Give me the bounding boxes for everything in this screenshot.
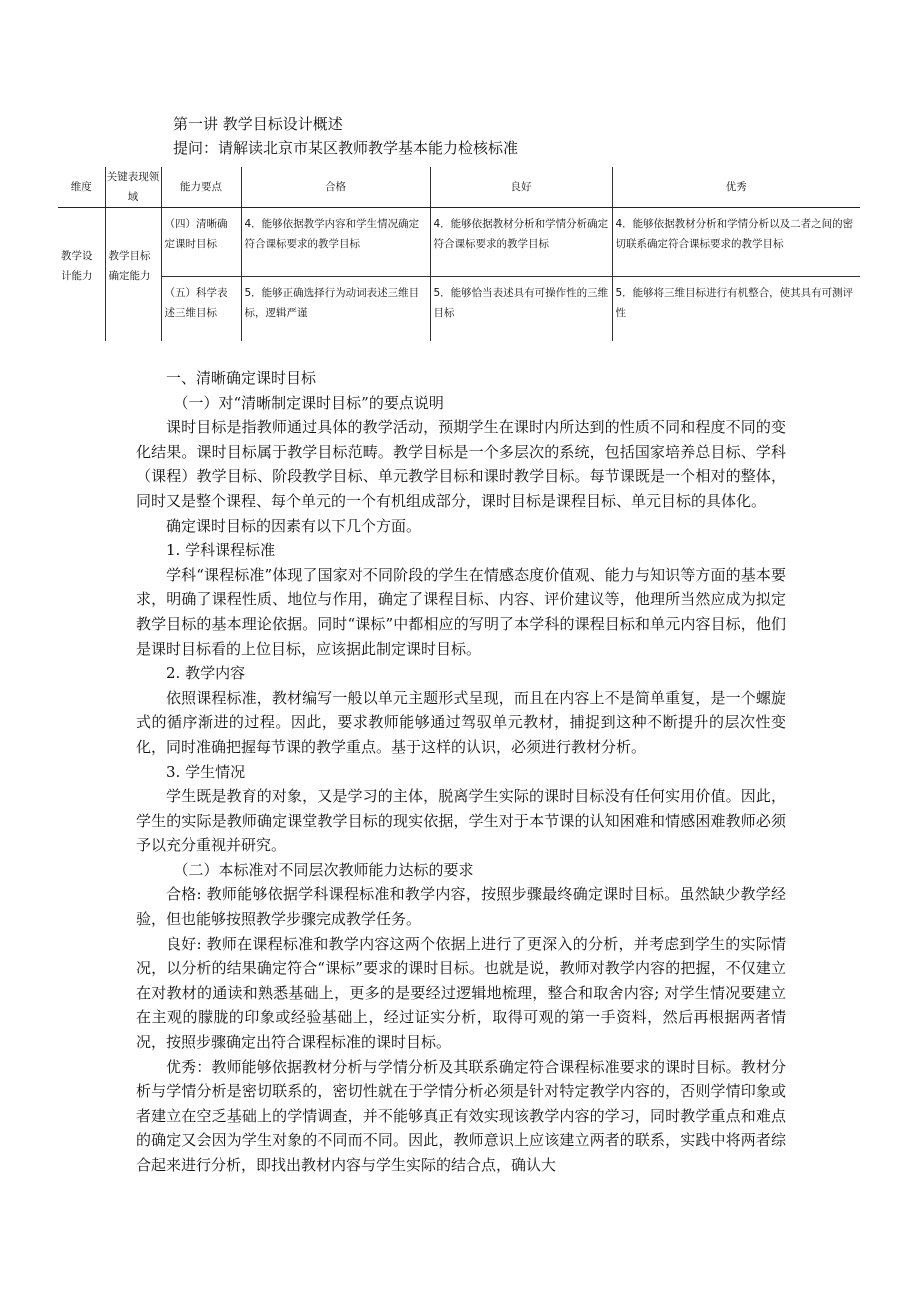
section-heading: 一、清晰确定课时目标 <box>166 369 317 387</box>
paragraph: 学生既是教育的对象，又是学习的主体，脱离学生实际的课时目标没有任何实用价值。因此，学生的实际是教师确定课堂教学目标的现实依据，学生对于本节课的认知困难和情感困难教师必须予以充分重视并研究。 <box>136 787 786 855</box>
numbered-heading: 3. 学生情况 <box>166 762 246 781</box>
cell-point: （五）科学表述三维目标 <box>161 277 241 342</box>
paragraph: 确定课时目标的因素有以下几个方面。 <box>166 516 422 535</box>
body-text <box>136 366 786 1178</box>
lecture-title: 第一讲 教学目标设计概述 <box>173 115 343 133</box>
cell-excellent: 4．能够依据教材分析和学情分析以及二者之间的密切联系确定符合课标要求的教学目标 <box>612 208 860 277</box>
table-row <box>58 208 860 277</box>
paragraph: 优秀：教师能够依据教材分析与学情分析及其联系确定符合课程标准要求的课时目标。教材分析与学情分析是密切联系的，密切性就在于学情分析必须是针对特定教学内容的，否则学情印象或者建立在空乏基础上的学情调查，并不能够真正有效实现该教学内容的学习，同时教学重点和难点的确定又会因为学生对象的不同而不同。因此，教师意识上应该建立两者的联系，实践中将两者综合起来进行分析，即找出教材内容与学生实际的结合点，确认大 <box>136 1057 786 1174</box>
cell-dimension: 教学设计能力 <box>61 250 93 282</box>
table-row <box>58 277 860 342</box>
numbered-heading: 2. 教学内容 <box>166 664 246 683</box>
paragraph: 学科“课程标准”体现了国家对不同阶段的学生在情感态度价值观、能力与知识等方面的基本要求，明确了课程性质、地位与作用，确定了课程目标、内容、评价建议等，他理所当然应成为拟定教学目标的基本理论依据。同时“课标”中都相应的写明了本学科的课程目标和单元内容目标，他们是课时目标看的上位目标，应该据此制定课时目标。 <box>136 565 786 658</box>
cell-pass: 5．能够正确选择行为动词表述三维目标，逻辑严谨 <box>241 277 430 342</box>
question-line: 提问：请解读北京市某区教师教学基本能力检核标准 <box>173 139 519 157</box>
paragraph: 合格: 教师能够依据学科课程标准和教学内容，按照步骤最终确定课时目标。虽然缺少教学经验，但也能够按照教学步骤完成教学任务。 <box>136 885 786 929</box>
paragraph: 良好: 教师在课程标准和教学内容这两个依据上进行了更深入的分析，并考虑到学生的实际情况，以分析的结果确定符合“课标”要求的课时目标。也就是说，教师对教学内容的把握，不仅建立在对教材的通读和熟悉基础上，更多的是要经过逻辑地梳理，整合和取舍内容; 对学生情况要建立在主观的朦胧的印象或经验基础上，经过证实分析，取得可观的第一手资料，然后再根据两者情况，按照步骤确定出符合课程标准的课时目标。 <box>136 934 786 1052</box>
header-good: 良好 <box>430 167 612 208</box>
competency-standard-table <box>58 167 860 341</box>
cell-excellent: 5．能够将三维目标进行有机整合，使其具有可测评性 <box>612 277 860 342</box>
paragraph: 依照课程标准，教材编写一般以单元主题形式呈现，而且在内容上不是简单重复，是一个螺旋式的循序渐进的过程。因此，要求教师能够通过驾驭单元教材，捕捉到这种不断提升的层次性变化，同时准确把握每节课的教学重点。基于这样的认识，必须进行教材分析。 <box>136 688 786 756</box>
header-excellent: 优秀 <box>612 167 860 208</box>
numbered-heading: 1. 学科课程标准 <box>166 541 276 560</box>
header-pass: 合格 <box>241 167 430 208</box>
header-point: 能力要点 <box>161 167 241 208</box>
cell-good: 4．能够依据教材分析和学情分析确定符合课标要求的教学目标 <box>430 208 612 277</box>
cell-good: 5．能够恰当表述具有可操作性的三维目标 <box>430 277 612 342</box>
header-dimension: 维度 <box>58 167 105 208</box>
subsection-heading: （二）本标准对不同层次教师能力达标的要求 <box>173 860 474 879</box>
cell-pass: 4．能够依据教学内容和学生情况确定符合课标要求的教学目标 <box>241 208 430 277</box>
cell-domain: 教学目标确定能力 <box>105 208 161 342</box>
header-domain: 关键表现领域 <box>105 167 161 208</box>
paragraph: 课时目标是指教师通过具体的教学活动，预期学生在课时内所达到的性质不同和程度不同的变化结果。课时目标属于教学目标范畴。教学目标是一个多层次的系统，包括国家培养总目标、学科（课程）教学目标、阶段教学目标、单元教学目标和课时教学目标。每节课既是一个相对的整体，同时又是整个课程、每个单元的一个有机组成部分，课时目标是课程目标、单元目标的具体化。 <box>136 418 786 510</box>
table-header-row <box>58 167 860 208</box>
cell-point: （四）清晰确定课时目标 <box>161 208 241 277</box>
subsection-heading: （一）对“清晰制定课时目标”的要点说明 <box>173 393 444 412</box>
